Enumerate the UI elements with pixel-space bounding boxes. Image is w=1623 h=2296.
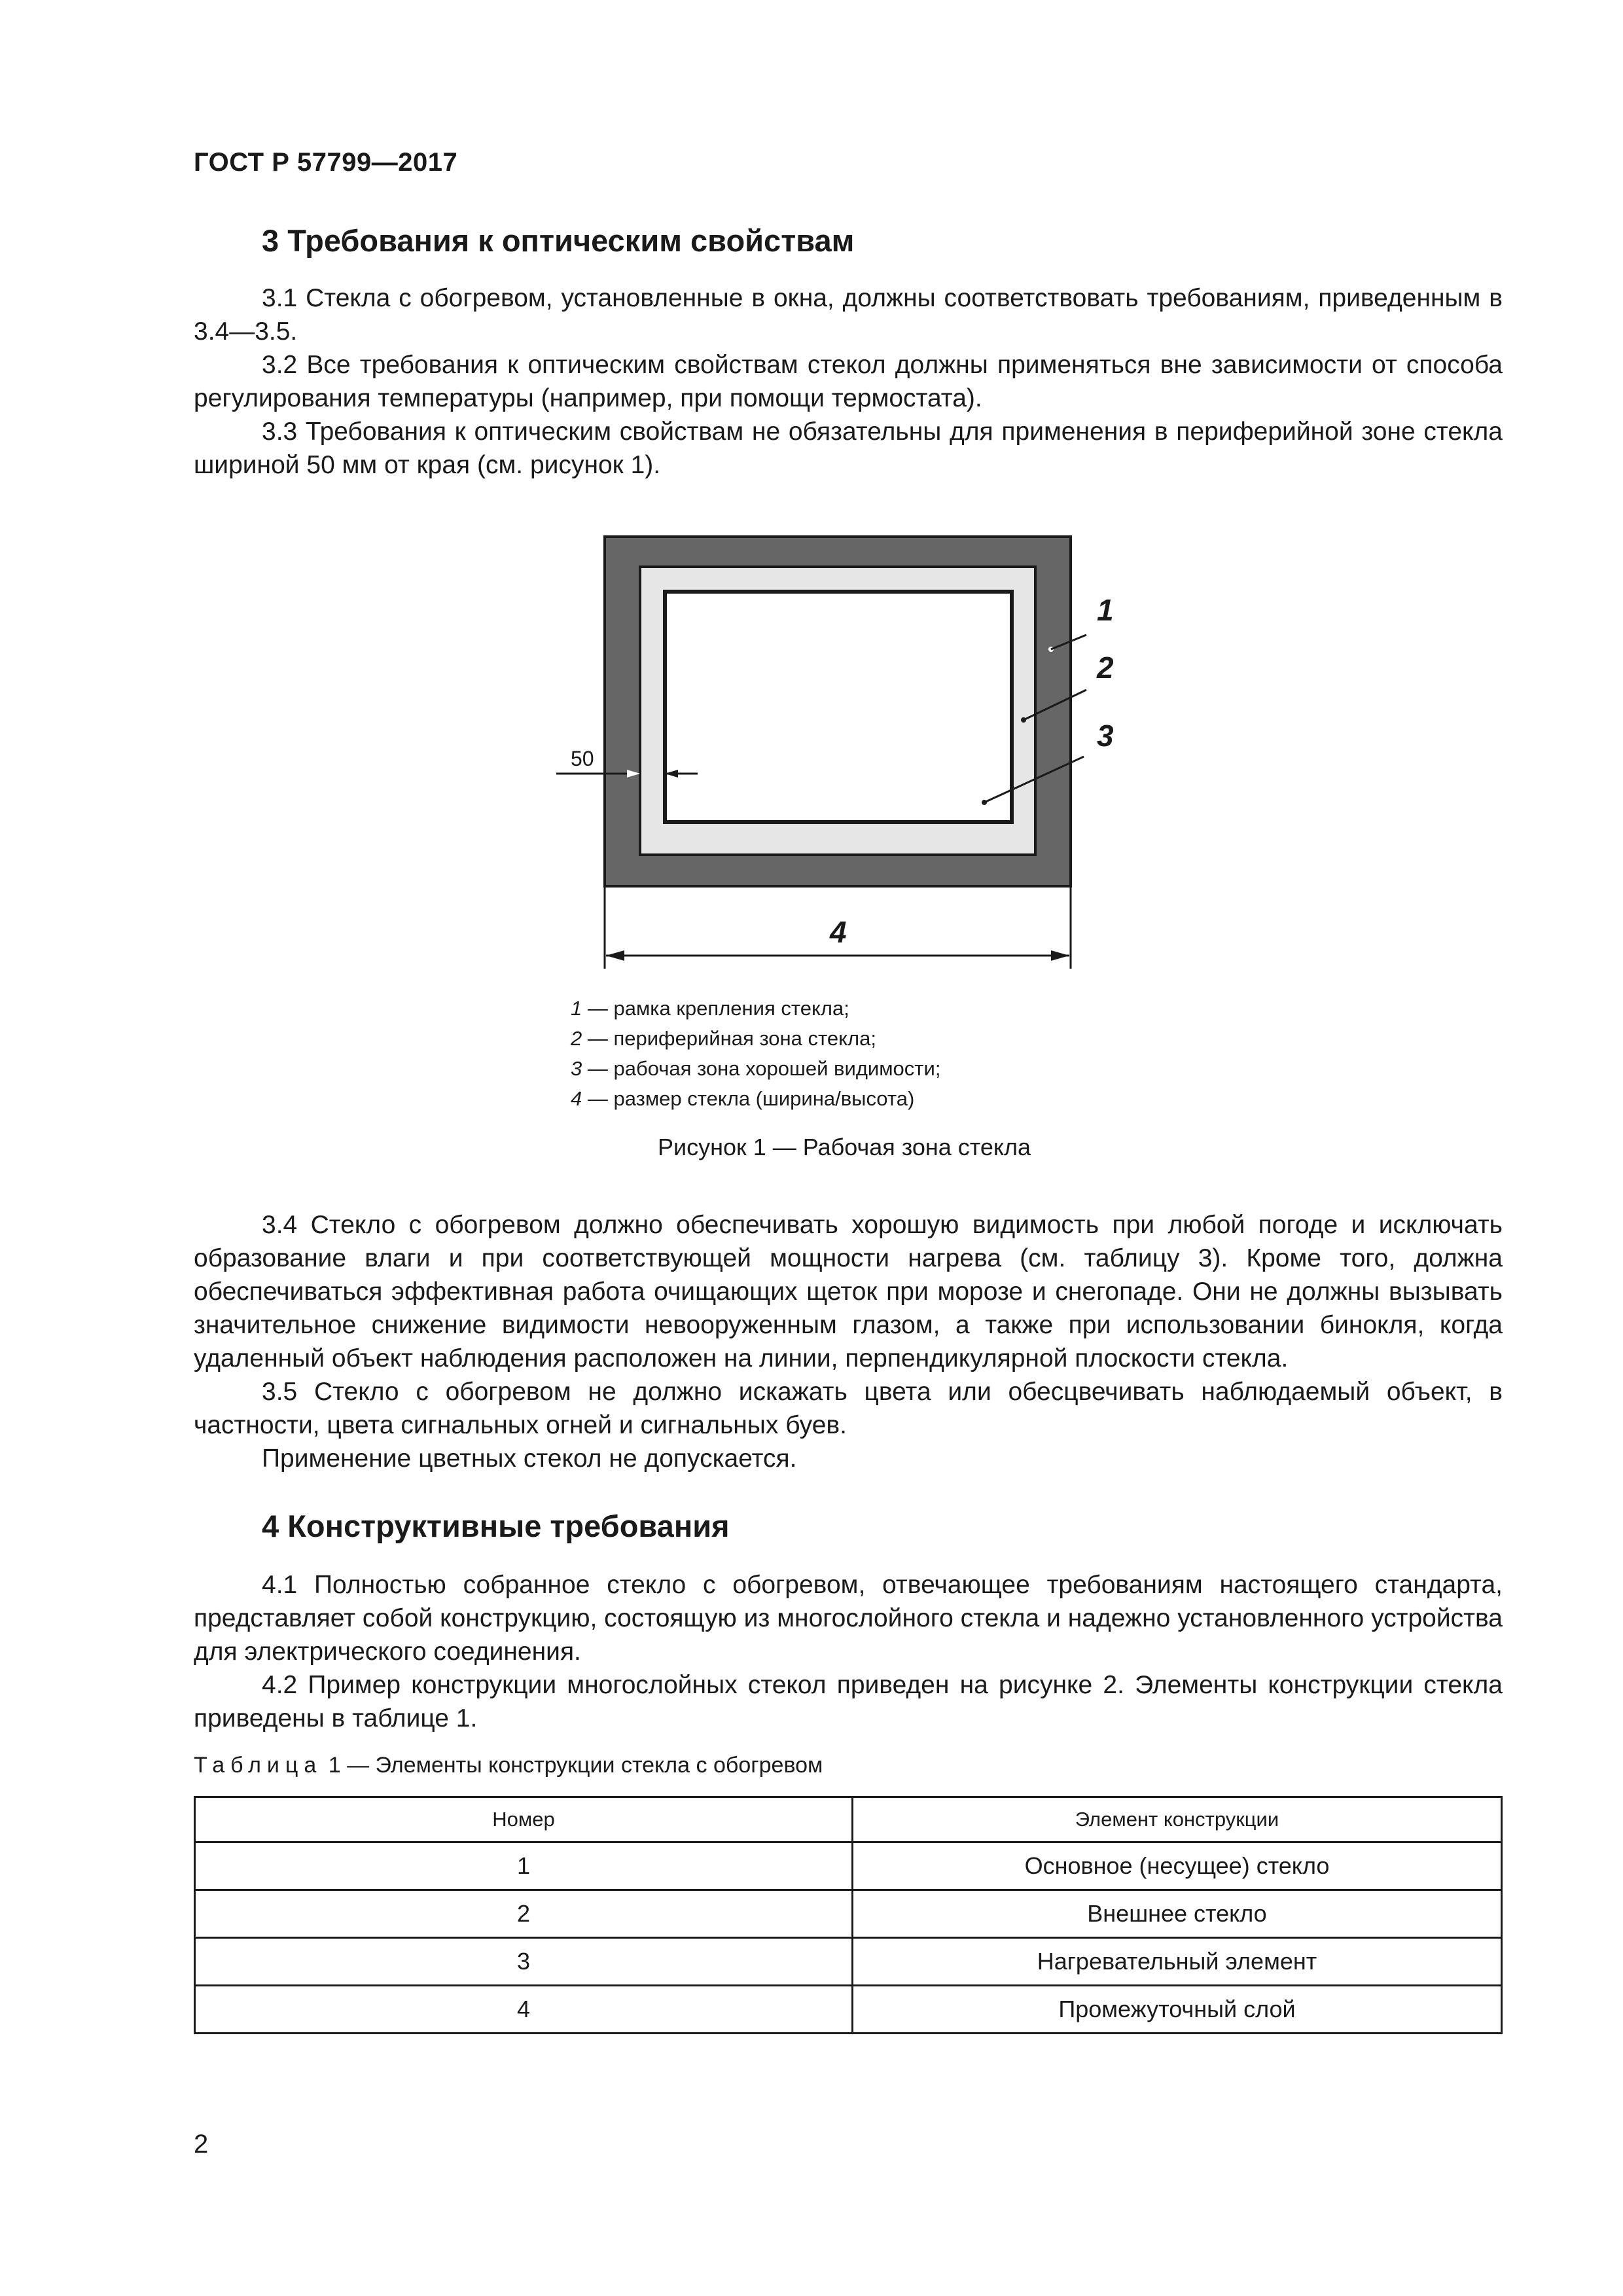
figure-1-legend: [571, 994, 940, 1114]
table-header-row: [195, 1797, 1502, 1842]
column-header-element: Элемент конструкции: [853, 1797, 1502, 1842]
paragraph-4-2: 4.2 Пример конструкции многослойных стекол приведен на рисунке 2. Элементы конструкции стекла приведены в таблице 1.: [194, 1671, 1503, 1732]
paragraph-3-5: 3.5 Стекло с обогревом не должно искажать цвета или обесцвечивать наблюдаемый объект, в частности, цвета сигнальных огней и сигнальных буев.: [194, 1378, 1503, 1439]
callout-4: 4: [830, 915, 847, 949]
cell-number: 2: [195, 1890, 853, 1938]
table-row: [195, 1986, 1502, 2034]
legend-item-2: 2 — периферийная зона стекла;: [571, 1027, 876, 1050]
cell-element: Внешнее стекло: [853, 1890, 1502, 1938]
page-number: 2: [194, 2130, 209, 2159]
cell-number: 1: [195, 1842, 853, 1890]
section-3-continued-text: [194, 1208, 1503, 1475]
paragraph-3-3: 3.3 Требования к оптическим свойствам не обязательны для применения в периферийной зоне стекла шириной 50 мм от края (см. рисунок 1).: [194, 418, 1503, 479]
legend-item-3: 3 — рабочая зона хорошей видимости;: [571, 1057, 941, 1080]
table-row: [195, 1842, 1502, 1890]
legend-item-4: 4 — размер стекла (ширина/высота): [571, 1087, 915, 1110]
table-1-caption: Таблица 1 — Элементы конструкции стекла с обогревом: [194, 1753, 823, 1778]
cell-number: 4: [195, 1986, 853, 2034]
legend-item-1: 1 — рамка крепления стекла;: [571, 997, 849, 1020]
paragraph-4-1: 4.1 Полностью собранное стекло с обогревом, отвечающее требованиям настоящего стандарта, представляет собой конструкцию, состоящую из многослойного стекла и надежно установленного устройства для электрического соединения.: [194, 1571, 1503, 1666]
table-1: [194, 1796, 1503, 2034]
callout-2: 2: [1097, 651, 1114, 685]
section-4-title: 4 Конструктивные требования: [262, 1509, 730, 1543]
standard-header: ГОСТ Р 57799—2017: [194, 148, 458, 177]
table-row: [195, 1938, 1502, 1986]
cell-element: Основное (несущее) стекло: [853, 1842, 1502, 1890]
section-3-text: [194, 281, 1503, 482]
cell-number: 3: [195, 1938, 853, 1986]
paragraph-colored-glass: Применение цветных стекол не допускается.: [262, 1444, 797, 1473]
dimension-50-label: 50: [571, 747, 594, 770]
figure-1-diagram: [556, 530, 1145, 988]
paragraph-3-4: 3.4 Стекло с обогревом должно обеспечивать хорошую видимость при любой погоде и исключать образование влаги и при соответствующей мощности нагрева (см. таблицу 3). Кроме того, должна обеспечиваться эффективная работа очищающих щеток при морозе и снегопаде. Они не должны вызывать значительное снижение видимости невооруженным глазом, а также при использовании бинокля, когда удаленный объект наблюдения расположен на линии, перпендикулярной плоскости стекла.: [194, 1211, 1503, 1372]
callout-1: 1: [1097, 593, 1114, 627]
column-header-number: Номер: [195, 1797, 853, 1842]
paragraph-3-2: 3.2 Все требования к оптическим свойствам стекол должны применяться вне зависимости от способа регулирования температуры (например, при помощи термостата).: [194, 351, 1503, 412]
section-4-text: [194, 1568, 1503, 1735]
paragraph-3-1: 3.1 Стекла с обогревом, установленные в окна, должны соответствовать требованиям, приведенным в 3.4—3.5.: [194, 284, 1503, 346]
working-zone: [665, 592, 1012, 822]
callout-3: 3: [1097, 719, 1114, 753]
figure-1-caption: Рисунок 1 — Рабочая зона стекла: [657, 1134, 1031, 1160]
cell-element: Нагревательный элемент: [853, 1938, 1502, 1986]
table-row: [195, 1890, 1502, 1938]
cell-element: Промежуточный слой: [853, 1986, 1502, 2034]
section-3-title: 3 Требования к оптическим свойствам: [262, 223, 855, 258]
